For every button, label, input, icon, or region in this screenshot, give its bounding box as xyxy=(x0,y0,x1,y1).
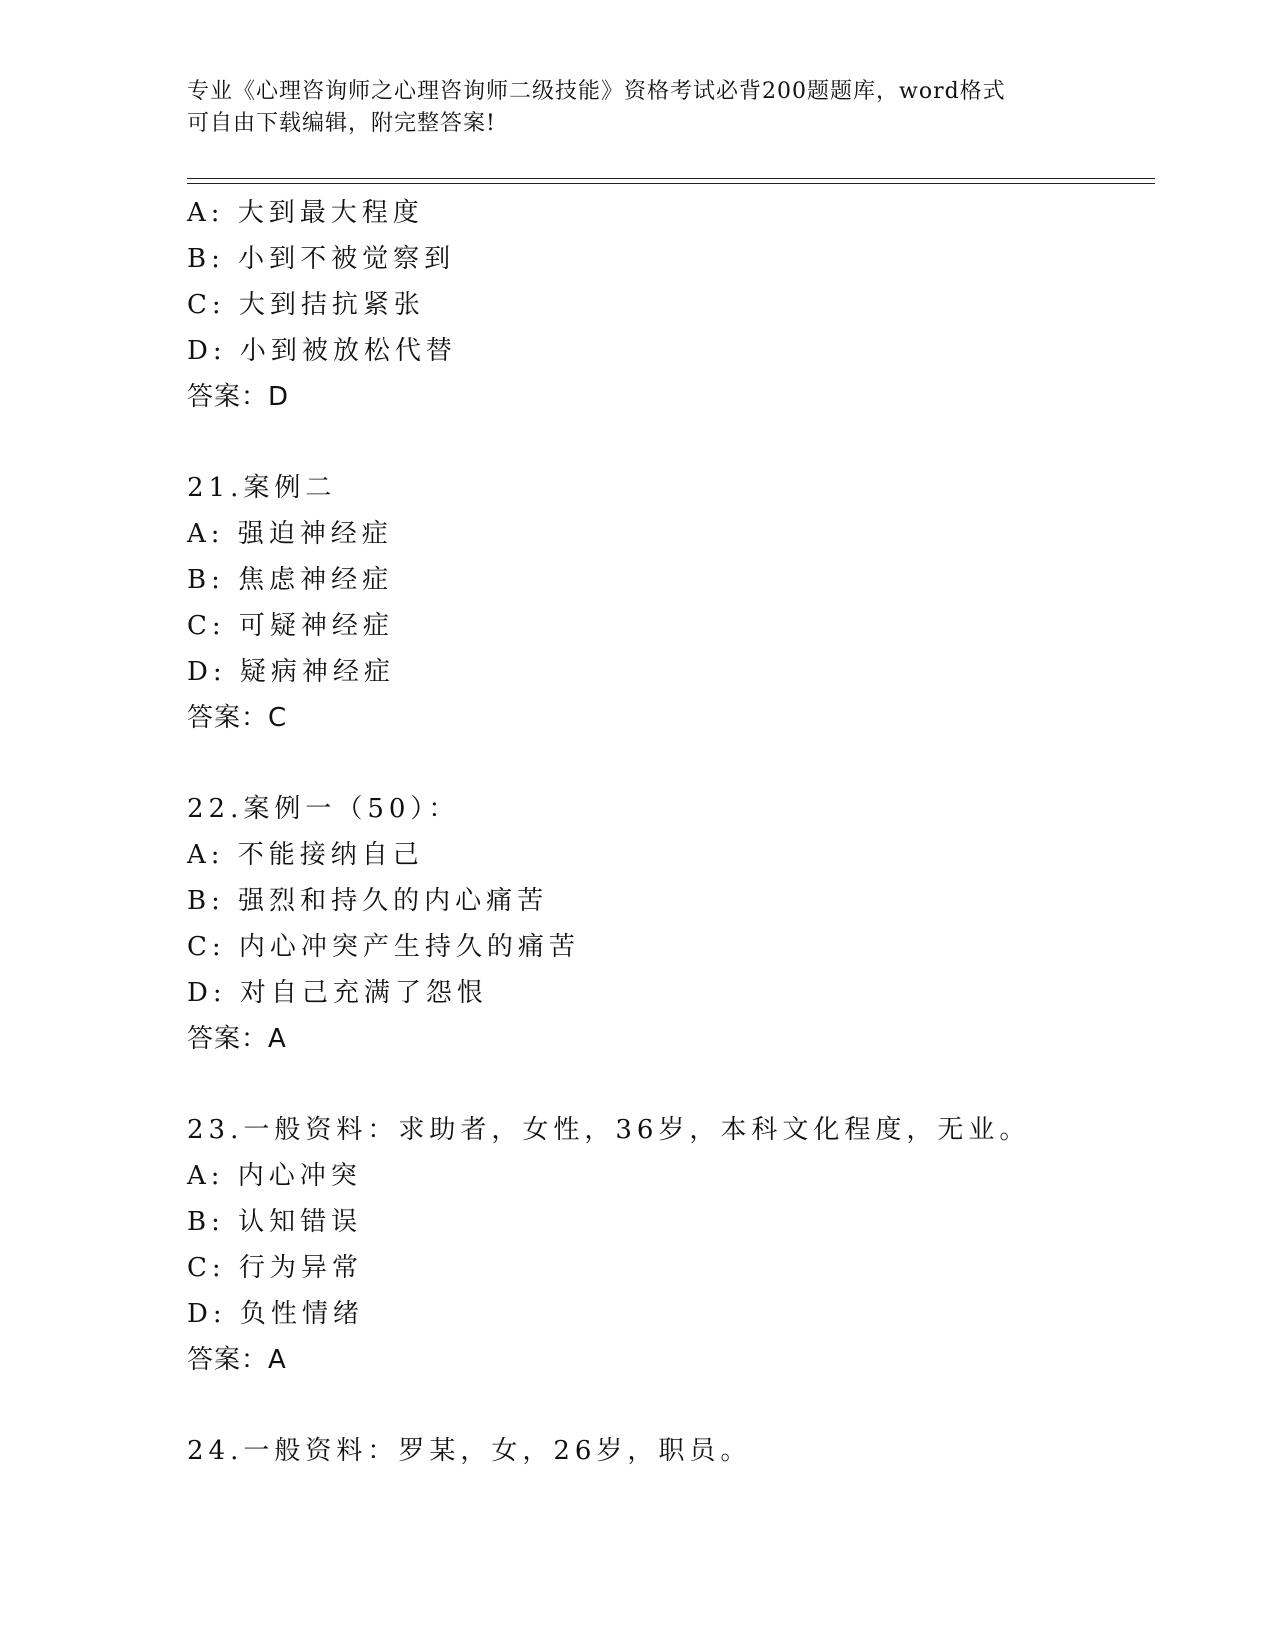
option-b: B: 认知错误 xyxy=(187,1207,363,1237)
spacer xyxy=(187,741,1147,786)
option-b: B: 焦虑神经症 xyxy=(187,565,394,595)
question-22 xyxy=(187,786,1147,1062)
option-c: C: 大到拮抗紧张 xyxy=(187,290,425,320)
answer: 答案：D xyxy=(187,382,290,412)
option-d: D: 负性情绪 xyxy=(187,1299,364,1329)
question-24 xyxy=(187,1428,1147,1474)
option-b: B: 小到不被觉察到 xyxy=(187,244,456,274)
answer: 答案：A xyxy=(187,1345,287,1375)
header-rule-top xyxy=(187,178,1155,179)
header-line-1: 专业《心理咨询师之心理咨询师二级技能》资格考试必背200题题库，word格式 xyxy=(187,79,1006,104)
question-title: 22.案例一（50）： xyxy=(187,794,460,824)
option-c: C: 可疑神经症 xyxy=(187,611,394,641)
question-title: 24.一般资料：罗某，女，26岁，职员。 xyxy=(187,1436,752,1466)
question-21 xyxy=(187,465,1147,741)
header-rule-bottom xyxy=(187,183,1155,184)
answer: 答案：A xyxy=(187,1024,287,1054)
question-20 xyxy=(187,190,1147,420)
spacer xyxy=(187,1383,1147,1428)
option-a: A: 不能接纳自己 xyxy=(187,840,424,870)
option-a: A: 内心冲突 xyxy=(187,1161,362,1191)
question-list xyxy=(187,190,1147,1474)
spacer xyxy=(187,420,1147,465)
option-a: A: 大到最大程度 xyxy=(187,198,424,228)
question-title: 23.一般资料：求助者，女性，36岁，本科文化程度，无业。 xyxy=(187,1115,1031,1145)
option-a: A: 强迫神经症 xyxy=(187,519,393,549)
document-header xyxy=(187,76,1067,140)
option-c: C: 内心冲突产生持久的痛苦 xyxy=(187,932,580,962)
question-23 xyxy=(187,1107,1147,1383)
option-b: B: 强烈和持久的内心痛苦 xyxy=(187,886,549,916)
header-line-2: 可自由下载编辑，附完整答案! xyxy=(187,111,496,136)
option-d: D: 对自己充满了怨恨 xyxy=(187,978,488,1008)
option-c: C: 行为异常 xyxy=(187,1253,363,1283)
answer: 答案：C xyxy=(187,703,288,733)
spacer xyxy=(187,1062,1147,1107)
option-d: D: 小到被放松代替 xyxy=(187,336,457,366)
option-d: D: 疑病神经症 xyxy=(187,657,395,687)
question-title: 21.案例二 xyxy=(187,473,337,503)
